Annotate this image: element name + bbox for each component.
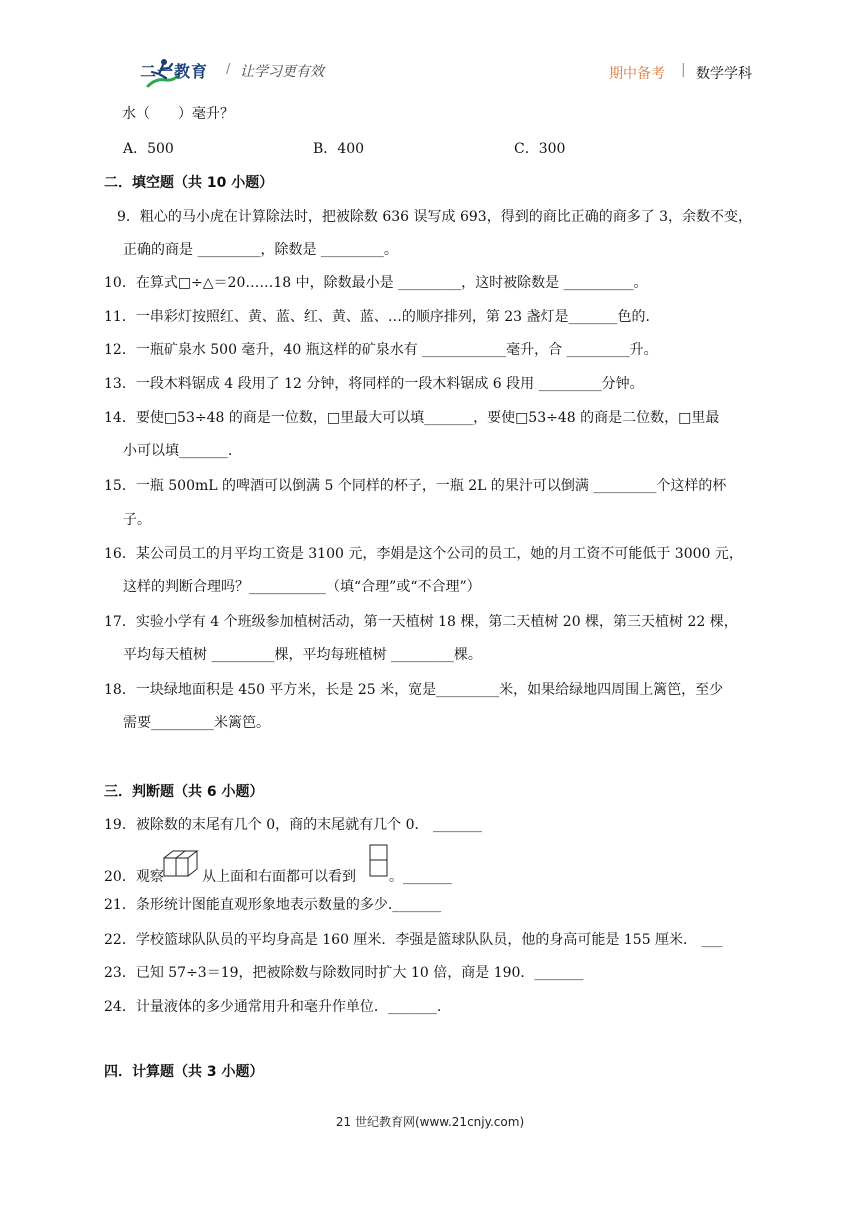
q20-prefix: 20．观察 xyxy=(104,869,164,885)
q16-line-1: 16．某公司员工的月平均工资是 3100 元，李娟是这个公司的员工，她的月工资不可能低于 3000 元， xyxy=(104,546,743,562)
page-footer: 21 世纪教育网(www.21cnjy.com) xyxy=(335,1115,525,1129)
view-figure xyxy=(369,844,389,878)
q8-option-b: B．400 xyxy=(313,141,365,157)
q15-line-2: 子。 xyxy=(123,512,151,528)
brand-name: 二一教育 xyxy=(140,62,209,81)
q17-line-1: 17．实验小学有 4 个班级参加植树活动，第一天植树 18 棵，第二天植树 20 棵，第三天植树 22 棵， xyxy=(104,614,738,630)
q14-line-1: 14．要使□53÷48 的商是一位数，□里最大可以填_______，要使□53÷48 的商是二位数，□里最 xyxy=(104,410,720,426)
q8-option-a: A．500 xyxy=(123,141,174,157)
q15-line-1: 15．一瓶 500mL 的啤酒可以倒满 5 个同样的杯子，一瓶 2L 的果汁可以倒满 _________个这样的杯 xyxy=(104,478,727,494)
q14-line-2: 小可以填_______． xyxy=(123,443,242,459)
q11: 11．一串彩灯按照红、黄、蓝、红、黄、蓝、…的顺序排列，第 23 盏灯是_______色的． xyxy=(104,309,660,325)
slogan: 让学习更有效 xyxy=(240,64,324,80)
q21: 21．条形统计图能直观形象地表示数量的多少._______ xyxy=(104,897,442,913)
cuboid-figure xyxy=(163,850,199,878)
q12: 12．一瓶矿泉水 500 毫升，40 瓶这样的矿泉水有 ____________毫升，合 _________升。 xyxy=(104,342,658,358)
q23: 23．已知 57÷3＝19，把被除数与除数同时扩大 10 倍，商是 190．_______ xyxy=(104,965,584,981)
section-4-heading: 四．计算题（共 3 小题） xyxy=(104,1064,264,1080)
q20-suffix: 。_______ xyxy=(389,869,452,885)
q13: 13．一段木料锯成 4 段用了 12 分钟，将同样的一段木料锯成 6 段用 _________分钟。 xyxy=(104,376,644,392)
q19: 19．被除数的末尾有几个 0，商的末尾就有几个 0． _______ xyxy=(104,817,482,833)
q20-middle: 从上面和右面都可以看到 xyxy=(202,869,356,885)
section-2-heading: 二．填空题（共 10 小题） xyxy=(104,175,274,191)
exam-tag: 期中备考 xyxy=(609,66,665,82)
section-3-heading: 三．判断题（共 6 小题） xyxy=(104,784,264,800)
q16-line-2: 这样的判断合理吗？___________（填“合理”或“不合理”） xyxy=(123,579,481,595)
q18-line-1: 18．一块绿地面积是 450 平方米，长是 25 米，宽是_________米，如果给绿地四周围上篱笆，至少 xyxy=(104,682,724,698)
q18-line-2: 需要_________米篱笆。 xyxy=(123,715,270,731)
q8-tail: 水（ ）毫升？ xyxy=(122,106,234,122)
q17-line-2: 平均每天植树 _________棵，平均每班植树 _________棵。 xyxy=(123,647,482,663)
subject-tag: 数学学科 xyxy=(696,66,752,82)
q9-line-1: 9．粗心的马小虎在计算除法时，把被除数 636 误写成 693，得到的商比正确的商多了 3，余数不变， xyxy=(117,209,753,225)
q10: 10．在算式□÷△＝20……18 中，除数最小是 _________，这时被除数是 __________。 xyxy=(104,275,648,291)
q8-option-c: C．300 xyxy=(514,141,566,157)
q22: 22．学校篮球队队员的平均身高是 160 厘米．李强是篮球队队员，他的身高可能是 155 厘米． ___ xyxy=(104,932,723,948)
q9-line-2: 正确的商是 _________，除数是 _________。 xyxy=(123,242,398,258)
q24: 24．计量液体的多少通常用升和毫升作单位．_______. xyxy=(104,999,442,1015)
header-divider: | xyxy=(681,62,686,78)
slogan-separator: / xyxy=(226,62,231,77)
